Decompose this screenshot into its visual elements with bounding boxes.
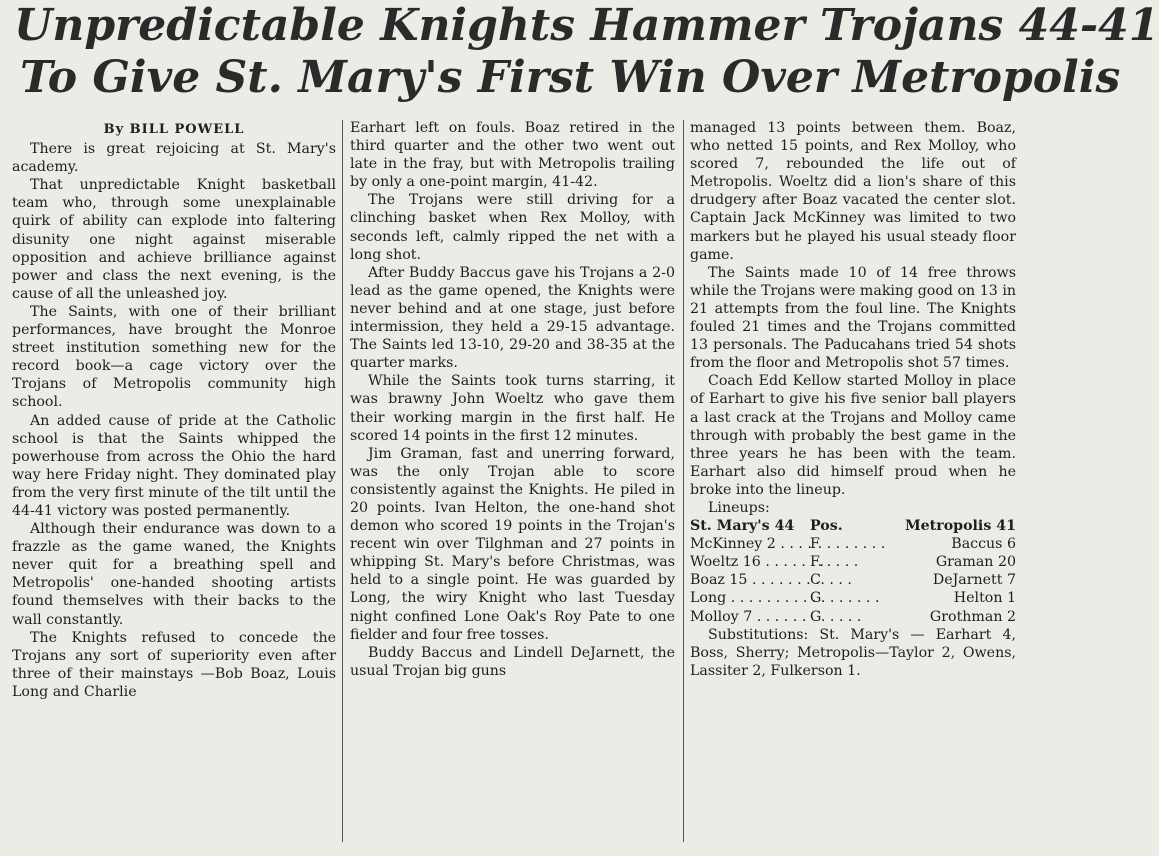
header-st-marys: St. Mary's 44 [690,518,795,535]
paragraph: The Saints, with one of their brilliant performances, have brought the Monroe street institution something new for the record book—a cage victory over the Trojans of Metropolis community high school. [12,303,336,411]
paragraph: After Buddy Baccus gave his Trojans a 2-0 lead as the game opened, the Knights were never behind and at one stage, just before intermission, they held a 29-15 advantage. The Saints led 13-10, 29-20 and 38-35 at the quarter marks. [350,264,675,372]
paragraph: Earhart left on fouls. Boaz retired in the third quarter and the other two went out late in the fray, but with Metropolis trailing by only a one-point margin, 41-42. [350,120,675,191]
paragraph: Coach Edd Kellow started Molloy in place of Earhart to give his five senior ball players a last crack at the Trojans and Molloy came through with probably the best game in the three years he has been with the team. Earhart also did himself proud when he broke into the lineup. [690,373,1016,498]
lineup-position: C. . . . [810,572,852,589]
paragraph: An added cause of pride at the Catholic school is that the Saints whipped the powerhouse from across the Ohio the hard way here Friday night. They dominated play from the very first minute of the tilt until the 44-41 victory was posted permanently. [12,412,336,519]
paragraph: Buddy Baccus and Lindell DeJarnett, the usual Trojan big guns [350,644,675,679]
headline-line-2: To Give St. Mary's First Win Over Metropolis [20,52,1121,103]
lineup-row [690,553,1016,571]
lineup-player: Molloy 7 . . . . . . [690,608,807,625]
paragraph: The Knights refused to concede the Trojans any sort of superiority even after three of their mainstays —Bob Boaz, Louis Long and Charlie [12,629,336,700]
lineup-player: Boaz 15 . . . . . . . . [690,572,820,589]
lineup-player: McKinney 2 . . . . [690,536,812,553]
lineup-position: G. . . . . [810,608,862,625]
lineup-opponent: Grothman 2 [929,608,1016,625]
paragraph: While the Saints took turns starring, it was brawny John Woeltz who gave them their working margin in the first half. He scored 14 points in the first 12 minutes. [350,373,675,444]
lineup-opponent: Baccus 6 [951,536,1016,553]
lineups-label: Lineups: [708,499,770,516]
paragraph: Although their endurance was down to a frazzle as the game waned, the Knights never quit for a breathing spell and Metropolis' one-handed shooting artists found themselves with their backs to the wall constantly. [12,521,336,628]
lineup-row [690,608,1016,626]
headline-line-1: Unpredictable Knights Hammer Trojans 44-41 [14,0,1159,51]
header-metropolis: Metropolis 41 [904,518,1016,535]
paragraph: That unpredictable Knight basketball team who, through some unexplainable quirk of ability can explode into faltering disunity one night against miserable opposition and achieve brilliance against power and class the next evening, is the cause of all the unleashed joy. [12,177,336,302]
lineup-row [690,571,1016,589]
substitutions: Substitutions: St. Mary's — Earhart 4, Boss, Sherry; Metropolis—Taylor 2, Owens, Lassiter 2, Fulkerson 1. [690,626,1016,679]
lineups-header [690,517,1016,535]
headline [14,0,1159,104]
lineup-position: G. . . . . . . [810,590,880,607]
paragraph: The Saints made 10 of 14 free throws while the Trojans were making good on 13 in 21 attempts from the foul line. The Knights fouled 21 times and the Trojans committed 13 personals. The Paducahans tried 54 shots from the floor and Metropolis shot 57 times. [690,264,1016,372]
lineup-row [690,589,1016,607]
paragraph: There is great rejoicing at St. Mary's academy. [12,141,336,176]
lineup-player: Woeltz 16 . . . . . . . [690,554,824,571]
lineup-position: F. . . . . . . . [810,536,886,553]
article-column-1 [12,119,336,701]
lineups-table [690,517,1016,626]
paragraph: Jim Graman, fast and unerring forward, was the only Trojan able to score consistently against the Knights. He piled in 20 points. Ivan Helton, the one-hand shot demon who scored 19 points in the Trojan's recent win over Tilghman and 27 points in whipping St. Mary's before Christmas, was held to a single point. He was guarded by Long, the wiry Knight who last Tuesday night confined Lone Oak's Roy Pate to one fielder and four free tosses. [350,445,675,643]
column-divider [683,120,684,842]
lineup-row [690,535,1016,553]
lineup-position: F. . . . . [810,554,859,571]
lineup-player: Long . . . . . . . . . . [690,590,817,607]
header-pos: Pos. [810,518,843,535]
paragraph: managed 13 points between them. Boaz, who netted 15 points, and Rex Molloy, who scored 7, rebounded the life out of Metropolis. Woeltz did a lion's share of this drudgery after Boaz vacated the center slot. Captain Jack McKinney was limited to two markers but he played his usual steady floor game. [690,120,1016,263]
article-column-3 [690,119,1016,680]
lineup-opponent: Graman 20 [935,554,1016,571]
lineup-opponent: DeJarnett 7 [932,572,1016,589]
lineup-opponent: Helton 1 [953,590,1016,607]
column-divider [342,120,343,842]
paragraph: The Trojans were still driving for a clinching basket when Rex Molloy, with seconds left, calmly ripped the net with a long shot. [350,192,675,263]
article-column-2 [350,119,675,680]
byline: By BILL POWELL [103,122,245,137]
